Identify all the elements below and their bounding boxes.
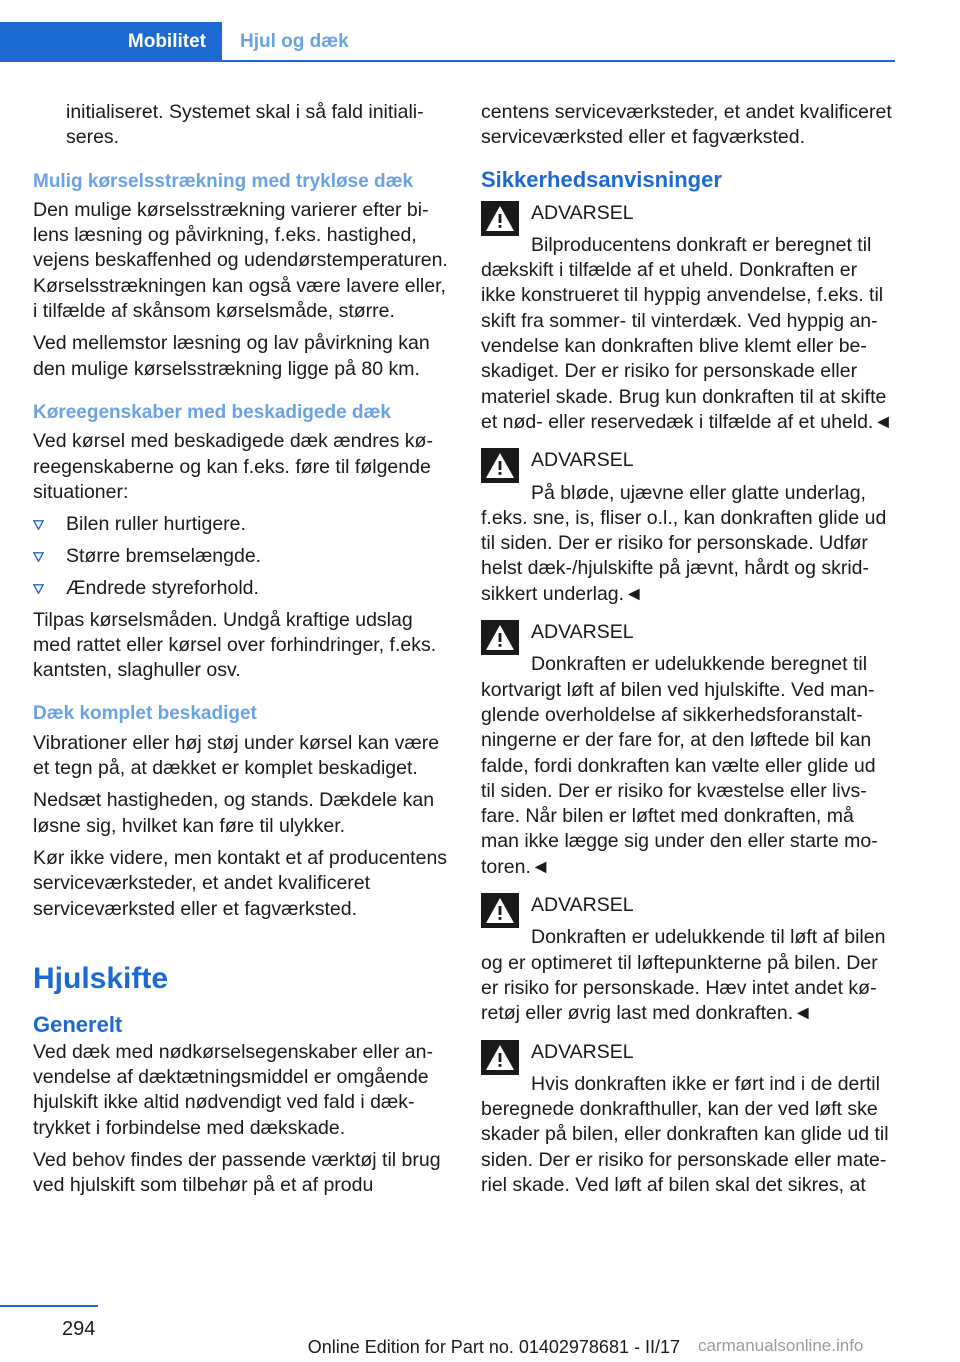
list-item bbox=[33, 544, 451, 569]
triangle-bullet-icon bbox=[33, 552, 44, 562]
chapter-tab-mobilitet: Mobilitet bbox=[0, 22, 222, 62]
warning-block bbox=[481, 893, 895, 1026]
warning-text-first-line: Donkraften er udelukkende beregnet til bbox=[531, 653, 868, 676]
section-title-hjulskifte: Hjulskifte bbox=[33, 961, 169, 995]
warning-icon bbox=[481, 201, 519, 236]
warning-text: beregnede donkrafthuller, kan der ved løft ske skader på bilen, eller donkraften kan glide ud til siden. Der er risiko for personskade eller materiel skade. Ved løft af bilen skal det sikres, at bbox=[481, 1098, 889, 1196]
paragraph: Tilpas kørselsmåden. Undgå kraftige udslag med rattet eller kørsel over forhindringer, f.eks. kantsten, slaghuller osv. bbox=[33, 608, 437, 682]
section-tab-hjul-og-daek: Hjul og dæk bbox=[240, 31, 349, 52]
warning-title: ADVARSEL bbox=[531, 449, 634, 472]
edition-note: Online Edition for Part no. 01402978681 - II/17 bbox=[307, 1337, 680, 1357]
paragraph: Kør ikke videre, men kontakt et af producentens serviceværksteder, et andet kvalificeret serviceværksted eller et fagværksted. bbox=[33, 846, 448, 920]
heading-sikkerhedsanvisninger: Sikkerhedsanvisninger bbox=[481, 166, 722, 192]
warning-block bbox=[481, 448, 895, 607]
list-item-text: Større bremselængde. bbox=[66, 544, 262, 567]
footer-rule bbox=[0, 1305, 98, 1307]
warning-block bbox=[481, 201, 895, 436]
left-column bbox=[33, 100, 451, 1206]
warning-icon bbox=[481, 448, 519, 483]
warning-text: kortvarigt løft af bilen ved hjulskifte. Ved manglende overholdelse af sikkerhedsforanstaltningerne er der fare for, at den løftede bil kan falde, fordi donkraften kan vælte eller glide ud til siden. Der er risiko for kvæstelse eller livsfare. Når bilen er løftet med donkraften, må man ikke lægge sig under den eller starte motoren.◄ bbox=[481, 678, 878, 878]
paragraph: Nedsæt hastigheden, og stands. Dækdele kan løsne sig, hvilket kan føre til ulykker. bbox=[33, 789, 435, 837]
watermark: carmanualsonline.info bbox=[698, 1336, 864, 1355]
heading-generelt: Generelt bbox=[33, 1011, 123, 1037]
warning-icon bbox=[481, 1040, 519, 1075]
warning-title: ADVARSEL bbox=[531, 621, 634, 644]
triangle-bullet-icon bbox=[33, 584, 44, 594]
warning-text: dækskift i tilfælde af et uheld. Donkraften er ikke konstrueret til hyppig anvendelse, f.eks. til skift fra sommer- til vinterdæk. Ved hyppig anvendelse kan donkraften blive klemt eller beskadiget. Der er risiko for personskade eller materiel skade. Brug kun donkraften til at skifte et nød- eller reservedæk i tilfælde af et uheld.◄ bbox=[481, 259, 893, 433]
right-column bbox=[481, 100, 895, 1211]
continued-paragraph: initialiseret. Systemet skal i så fald initialiseres. bbox=[66, 101, 424, 149]
list-item-text: Ændrede styreforhold. bbox=[66, 576, 259, 599]
warning-title: ADVARSEL bbox=[531, 894, 634, 917]
paragraph: Ved kørsel med beskadigede dæk ændres køreegenskaberne og kan f.eks. føre til følgende situationer: bbox=[33, 430, 433, 503]
warning-icon bbox=[481, 620, 519, 655]
list-item-text: Bilen ruller hurtigere. bbox=[66, 513, 246, 536]
page-header bbox=[0, 22, 895, 62]
subheading-koreegenskaber: Køreegenskaber med beskadigede dæk bbox=[33, 401, 391, 423]
warning-text-first-line: Bilproducentens donkraft er beregnet til bbox=[531, 233, 872, 256]
bullet-list bbox=[33, 512, 451, 601]
paragraph: Vibrationer eller høj støj under kørsel kan være et tegn på, at dækket er komplet beskadiget. bbox=[33, 731, 440, 780]
paragraph: Ved mellemstor læsning og lav påvirkning kan den mulige kørselsstrækning ligge på 80 km. bbox=[33, 332, 430, 380]
warning-title: ADVARSEL bbox=[531, 201, 634, 224]
paragraph: Ved dæk med nødkørselsegenskaber eller anvendelse af dæktætningsmiddel er omgående hjulskift ikke altid nødvendigt ved fald i dæktrykket i forbindelse med dækskade. bbox=[33, 1040, 433, 1139]
warning-text: og er optimeret til løftepunkterne på bilen. Der er risiko for personskade. Hæv intet andet køretøj eller øvrig last med donkraften.◄ bbox=[481, 951, 878, 1025]
continued-paragraph: centens serviceværksteder, et andet kvalificeret serviceværksted eller et fagværksted. bbox=[481, 101, 892, 149]
header-rule bbox=[222, 60, 895, 62]
warning-block bbox=[481, 620, 895, 880]
warning-text-first-line: På bløde, ujævne eller glatte underlag, bbox=[531, 481, 866, 504]
list-item bbox=[33, 576, 451, 601]
page-number: 294 bbox=[62, 1318, 96, 1340]
warning-icon bbox=[481, 893, 519, 928]
paragraph: Den mulige kørselsstrækning varierer efter bilens læsning og påvirkning, f.eks. hastighed, vejens beskaffenhed og udendørstemperaturen. Kørselsstrækningen kan også være lavere eller, i tilfælde af skånsom kørselsmåde, større. bbox=[33, 198, 448, 323]
subheading-daek-komplet-beskadiget: Dæk komplet beskadiget bbox=[33, 703, 257, 725]
warning-title: ADVARSEL bbox=[531, 1040, 634, 1063]
warning-text-first-line: Donkraften er udelukkende til løft af bilen bbox=[531, 926, 886, 949]
subheading-korselsstraekning: Mulig kørselsstrækning med trykløse dæk bbox=[33, 170, 414, 192]
paragraph: Ved behov findes der passende værktøj til brug ved hjulskift som tilbehør på et af produ bbox=[33, 1149, 441, 1197]
warning-text: f.eks. sne, is, fliser o.l., kan donkraften glide ud til siden. Der er risiko for personskade. Udfør helst dæk-/hjulskifte på jævnt, hårdt og skridsikkert underlag.◄ bbox=[481, 506, 887, 605]
warning-text-first-line: Hvis donkraften ikke er ført ind i de dertil bbox=[531, 1072, 880, 1095]
warning-block bbox=[481, 1040, 895, 1199]
list-item bbox=[33, 512, 451, 537]
triangle-bullet-icon bbox=[33, 520, 44, 530]
